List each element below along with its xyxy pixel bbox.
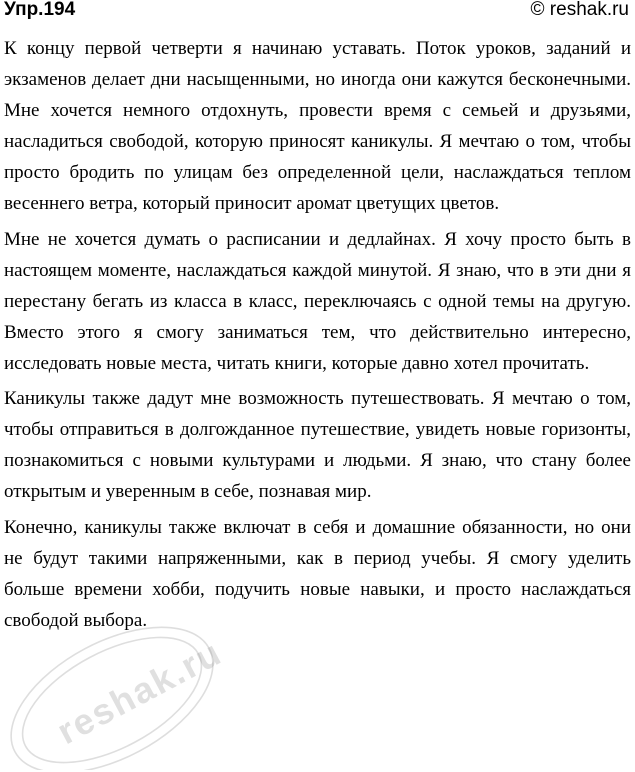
paragraph-1: К концу первой четверти я начинаю уставать. Поток уроков, заданий и экзаменов делает дни насыщенными, но иногда они кажутся бесконечными. Мне хочется немного отдохнуть, провести время с семьей и друзьями, насладиться свободой, которую приносят каникулы. Я мечтаю о том, чтобы просто бродить по улицам без определенной цели, наслаждаться теплом весеннего ветра, который приносит аромат цветущих цветов. [4, 38, 631, 214]
paragraph-2: Мне не хочется думать о расписании и дедлайнах. Я хочу просто быть в настоящем моменте, наслаждаться каждой минутой. Я знаю, что в эти дни я перестану бегать из класса в класс, переключаясь с одной темы на другую. Вместо этого я смогу заниматься тем, что действительно интересно, исследовать новые места, читать книги, которые давно хотел прочитать. [4, 228, 631, 374]
essay-text [4, 33, 631, 640]
page-header [4, 0, 629, 24]
paragraph-4: Конечно, каникулы также включат в себя и домашние обязанности, но они не будут такими напряженными, как в период учебы. Я смогу уделить больше времени хобби, подучить новые навыки, и просто наслаждаться свободой выбора. [4, 516, 631, 631]
paragraph-3: Каникулы также дадут мне возможность путешествовать. Я мечтаю о том, чтобы отправиться в долгожданное путешествие, увидеть новые горизонты, познакомиться с новыми культурами и людьми. Я знаю, что стану более открытым и уверенным в себе, познавая мир. [4, 388, 631, 502]
watermark-text: reshak.ru [50, 631, 229, 753]
exercise-title: Упр.194 [4, 0, 76, 20]
copyright-notice: © reshak.ru [530, 0, 629, 20]
